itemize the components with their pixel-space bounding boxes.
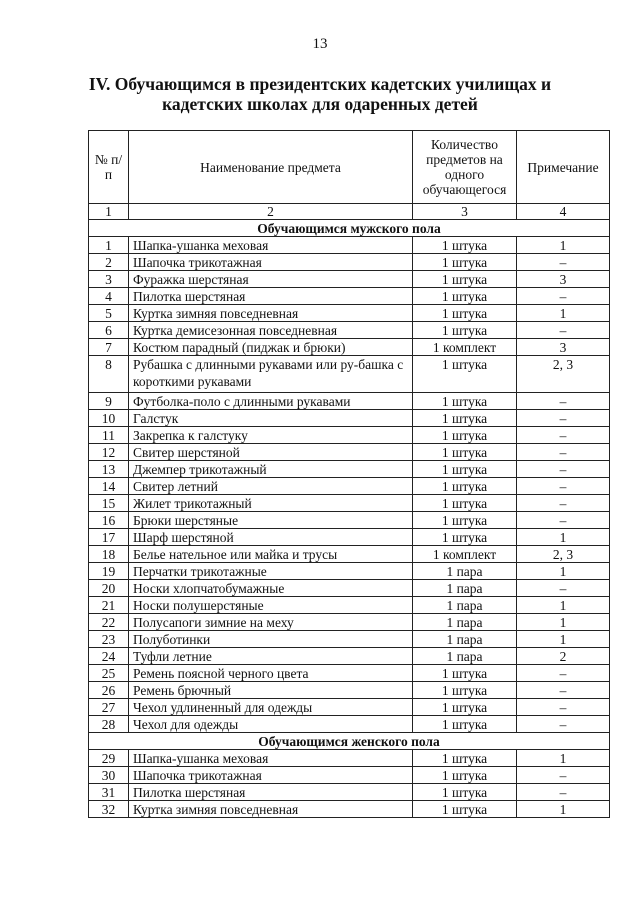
item-note: – bbox=[517, 478, 610, 495]
row-number: 24 bbox=[89, 648, 129, 665]
row-number: 6 bbox=[89, 322, 129, 339]
item-note: 1 bbox=[517, 597, 610, 614]
header-qty: Количество предметов на одного обучающегося bbox=[413, 131, 517, 204]
item-quantity: 1 штука bbox=[413, 767, 517, 784]
item-quantity: 1 штука bbox=[413, 699, 517, 716]
item-name: Белье нательное или майка и трусы bbox=[129, 546, 413, 563]
row-number: 23 bbox=[89, 631, 129, 648]
item-quantity: 1 штука bbox=[413, 750, 517, 767]
item-name: Куртка демисезонная повседневная bbox=[129, 322, 413, 339]
item-quantity: 1 штука bbox=[413, 410, 517, 427]
row-number: 19 bbox=[89, 563, 129, 580]
row-number: 2 bbox=[89, 254, 129, 271]
table-row bbox=[89, 339, 610, 356]
item-quantity: 1 пара bbox=[413, 631, 517, 648]
table-row bbox=[89, 563, 610, 580]
table-row bbox=[89, 393, 610, 410]
header-name: Наименование предмета bbox=[129, 131, 413, 204]
item-quantity: 1 пара bbox=[413, 597, 517, 614]
item-name: Рубашка с длинными рукавами или ру-башка с короткими рукавами bbox=[129, 356, 413, 393]
item-note: – bbox=[517, 427, 610, 444]
item-name: Носки полушерстяные bbox=[129, 597, 413, 614]
item-name: Футболка-поло с длинными рукавами bbox=[129, 393, 413, 410]
table-row bbox=[89, 767, 610, 784]
page-title bbox=[60, 74, 580, 114]
item-name: Шапочка трикотажная bbox=[129, 767, 413, 784]
row-number: 14 bbox=[89, 478, 129, 495]
item-quantity: 1 штука bbox=[413, 512, 517, 529]
table-row bbox=[89, 461, 610, 478]
item-note: – bbox=[517, 512, 610, 529]
item-note: – bbox=[517, 254, 610, 271]
table-header-row bbox=[89, 131, 610, 204]
section-header-row bbox=[89, 220, 610, 237]
row-number: 9 bbox=[89, 393, 129, 410]
table-row bbox=[89, 478, 610, 495]
item-note: – bbox=[517, 288, 610, 305]
table-row bbox=[89, 254, 610, 271]
item-name: Пилотка шерстяная bbox=[129, 784, 413, 801]
table-row bbox=[89, 546, 610, 563]
row-number: 1 bbox=[89, 237, 129, 254]
table-row bbox=[89, 288, 610, 305]
section-title: Обучающимся женского пола bbox=[89, 733, 610, 750]
item-quantity: 1 штука bbox=[413, 461, 517, 478]
item-quantity: 1 штука bbox=[413, 322, 517, 339]
item-name: Шарф шерстяной bbox=[129, 529, 413, 546]
row-number: 16 bbox=[89, 512, 129, 529]
row-number: 4 bbox=[89, 288, 129, 305]
item-note: 3 bbox=[517, 271, 610, 288]
item-name: Галстук bbox=[129, 410, 413, 427]
items-table bbox=[88, 130, 610, 818]
table-row bbox=[89, 597, 610, 614]
item-name: Ремень поясной черного цвета bbox=[129, 665, 413, 682]
header-num: № п/п bbox=[89, 131, 129, 204]
table-row bbox=[89, 750, 610, 767]
table-row bbox=[89, 648, 610, 665]
item-quantity: 1 штука bbox=[413, 288, 517, 305]
item-note: – bbox=[517, 665, 610, 682]
table-row bbox=[89, 237, 610, 254]
item-note: 1 bbox=[517, 305, 610, 322]
table-row bbox=[89, 305, 610, 322]
item-name: Свитер шерстяной bbox=[129, 444, 413, 461]
table-row bbox=[89, 801, 610, 818]
item-name: Ремень брючный bbox=[129, 682, 413, 699]
row-number: 26 bbox=[89, 682, 129, 699]
item-quantity: 1 штука bbox=[413, 393, 517, 410]
item-quantity: 1 комплект bbox=[413, 546, 517, 563]
item-quantity: 1 штука bbox=[413, 478, 517, 495]
item-name: Полусапоги зимние на меху bbox=[129, 614, 413, 631]
row-number: 3 bbox=[89, 271, 129, 288]
item-name: Закрепка к галстуку bbox=[129, 427, 413, 444]
row-number: 7 bbox=[89, 339, 129, 356]
item-quantity: 1 штука bbox=[413, 356, 517, 393]
item-name: Полуботинки bbox=[129, 631, 413, 648]
item-quantity: 1 штука bbox=[413, 665, 517, 682]
table-row bbox=[89, 716, 610, 733]
table-row bbox=[89, 271, 610, 288]
item-note: – bbox=[517, 580, 610, 597]
section-header-row bbox=[89, 733, 610, 750]
table-row bbox=[89, 529, 610, 546]
row-number: 18 bbox=[89, 546, 129, 563]
page-number: 13 bbox=[312, 36, 328, 52]
row-number: 20 bbox=[89, 580, 129, 597]
table-row bbox=[89, 356, 610, 393]
item-quantity: 1 штука bbox=[413, 801, 517, 818]
title-line-1: IV. Обучающимся в президентских кадетских училищах и bbox=[88, 74, 552, 94]
item-note: 2, 3 bbox=[517, 356, 610, 393]
item-quantity: 1 комплект bbox=[413, 339, 517, 356]
row-number: 13 bbox=[89, 461, 129, 478]
row-number: 29 bbox=[89, 750, 129, 767]
row-number: 21 bbox=[89, 597, 129, 614]
item-quantity: 1 штука bbox=[413, 495, 517, 512]
item-quantity: 1 пара bbox=[413, 563, 517, 580]
item-quantity: 1 штука bbox=[413, 305, 517, 322]
row-number: 30 bbox=[89, 767, 129, 784]
table-row bbox=[89, 512, 610, 529]
table-row bbox=[89, 322, 610, 339]
table-row bbox=[89, 410, 610, 427]
col-number: 4 bbox=[517, 204, 610, 220]
row-number: 12 bbox=[89, 444, 129, 461]
item-quantity: 1 штука bbox=[413, 237, 517, 254]
item-quantity: 1 штука bbox=[413, 716, 517, 733]
item-note: 1 bbox=[517, 237, 610, 254]
table-body bbox=[89, 220, 610, 818]
table-row bbox=[89, 444, 610, 461]
item-note: – bbox=[517, 784, 610, 801]
row-number: 28 bbox=[89, 716, 129, 733]
item-quantity: 1 пара bbox=[413, 580, 517, 597]
item-note: – bbox=[517, 495, 610, 512]
item-name: Туфли летние bbox=[129, 648, 413, 665]
item-quantity: 1 штука bbox=[413, 529, 517, 546]
item-note: – bbox=[517, 682, 610, 699]
table-row bbox=[89, 495, 610, 512]
item-note: – bbox=[517, 322, 610, 339]
table-row bbox=[89, 682, 610, 699]
col-number: 2 bbox=[129, 204, 413, 220]
title-line-2: кадетских школах для одаренных детей bbox=[162, 94, 478, 114]
item-quantity: 1 штука bbox=[413, 444, 517, 461]
item-quantity: 1 штука bbox=[413, 784, 517, 801]
item-name: Джемпер трикотажный bbox=[129, 461, 413, 478]
item-note: 2, 3 bbox=[517, 546, 610, 563]
section-title: Обучающимся мужского пола bbox=[89, 220, 610, 237]
item-quantity: 1 штука bbox=[413, 271, 517, 288]
column-number-row bbox=[89, 204, 610, 220]
item-name: Брюки шерстяные bbox=[129, 512, 413, 529]
row-number: 15 bbox=[89, 495, 129, 512]
item-note: 2 bbox=[517, 648, 610, 665]
item-name: Шапка-ушанка меховая bbox=[129, 750, 413, 767]
row-number: 32 bbox=[89, 801, 129, 818]
item-note: – bbox=[517, 699, 610, 716]
item-name: Жилет трикотажный bbox=[129, 495, 413, 512]
item-name: Костюм парадный (пиджак и брюки) bbox=[129, 339, 413, 356]
row-number: 8 bbox=[89, 356, 129, 393]
item-name: Свитер летний bbox=[129, 478, 413, 495]
row-number: 5 bbox=[89, 305, 129, 322]
item-quantity: 1 штука bbox=[413, 254, 517, 271]
item-name: Перчатки трикотажные bbox=[129, 563, 413, 580]
header-note: Примечание bbox=[517, 131, 610, 204]
item-note: 1 bbox=[517, 750, 610, 767]
item-name: Носки хлопчатобумажные bbox=[129, 580, 413, 597]
item-name: Чехол для одежды bbox=[129, 716, 413, 733]
item-name: Куртка зимняя повседневная bbox=[129, 305, 413, 322]
item-note: – bbox=[517, 767, 610, 784]
table-row bbox=[89, 784, 610, 801]
item-note: 1 bbox=[517, 563, 610, 580]
item-note: 3 bbox=[517, 339, 610, 356]
item-note: – bbox=[517, 393, 610, 410]
item-name: Шапка-ушанка меховая bbox=[129, 237, 413, 254]
row-number: 11 bbox=[89, 427, 129, 444]
item-note: – bbox=[517, 444, 610, 461]
item-name: Чехол удлиненный для одежды bbox=[129, 699, 413, 716]
table-row bbox=[89, 631, 610, 648]
table-row bbox=[89, 665, 610, 682]
item-note: 1 bbox=[517, 614, 610, 631]
item-quantity: 1 штука bbox=[413, 427, 517, 444]
item-quantity: 1 пара bbox=[413, 648, 517, 665]
table-row bbox=[89, 614, 610, 631]
item-name: Куртка зимняя повседневная bbox=[129, 801, 413, 818]
table-row bbox=[89, 699, 610, 716]
item-note: – bbox=[517, 410, 610, 427]
item-quantity: 1 пара bbox=[413, 614, 517, 631]
item-note: 1 bbox=[517, 631, 610, 648]
item-name: Пилотка шерстяная bbox=[129, 288, 413, 305]
row-number: 22 bbox=[89, 614, 129, 631]
table-row bbox=[89, 580, 610, 597]
item-note: – bbox=[517, 461, 610, 478]
table-row bbox=[89, 427, 610, 444]
row-number: 17 bbox=[89, 529, 129, 546]
col-number: 3 bbox=[413, 204, 517, 220]
col-number: 1 bbox=[89, 204, 129, 220]
item-note: – bbox=[517, 716, 610, 733]
item-quantity: 1 штука bbox=[413, 682, 517, 699]
item-note: 1 bbox=[517, 801, 610, 818]
row-number: 31 bbox=[89, 784, 129, 801]
item-name: Шапочка трикотажная bbox=[129, 254, 413, 271]
row-number: 27 bbox=[89, 699, 129, 716]
item-name: Фуражка шерстяная bbox=[129, 271, 413, 288]
item-note: 1 bbox=[517, 529, 610, 546]
row-number: 25 bbox=[89, 665, 129, 682]
row-number: 10 bbox=[89, 410, 129, 427]
